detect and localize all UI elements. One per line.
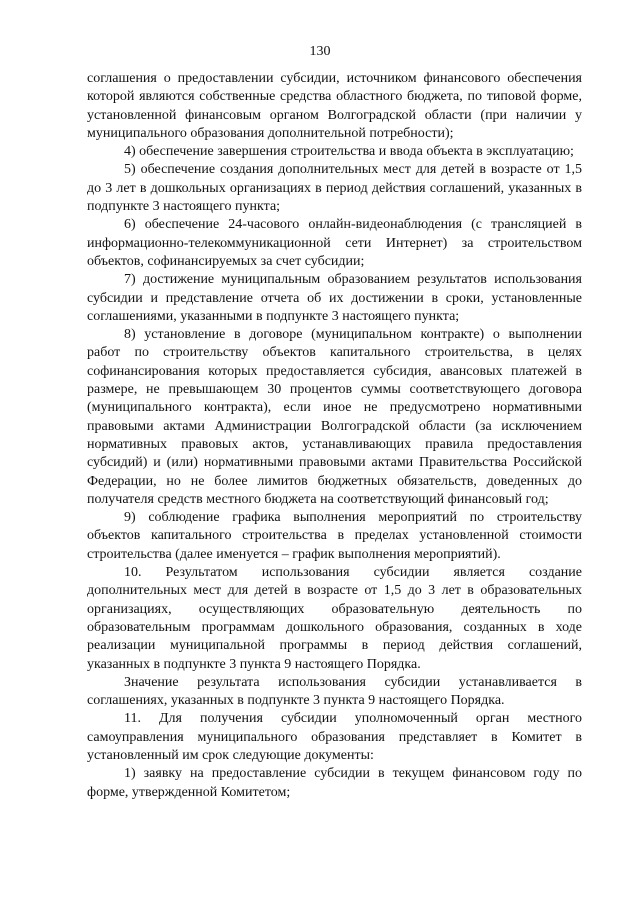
paragraph: 1) заявку на предоставление субсидии в текущем финансовом году по форме, утвержденной Комитетом; — [87, 766, 582, 800]
paragraph: 9) соблюдение графика выполнения мероприятий по строительству объектов капитального строительства в пределах установленной стоимости строительства (далее именуется – график выполнения мероприятий). — [87, 510, 582, 562]
paragraph: 10. Результатом использования субсидии является создание дополнительных мест для детей в возрасте от 1,5 до 3 лет в образовательных организациях, осуществляющих образовательную деятельность по образовательным программам дошкольного образования, созданных в ходе реализации муниципальной программы в период действия соглашений, указанных в подпункте 3 пункта 9 настоящего Порядка. — [87, 565, 582, 672]
paragraph: Значение результата использования субсидии устанавливается в соглашениях, указанных в подпункте 3 пункта 9 настоящего Порядка. — [87, 674, 582, 709]
page-number: 130 — [309, 44, 331, 59]
document-body — [87, 70, 582, 802]
paragraph: 4) обеспечение завершения строительства и ввода объекта в эксплуатацию; — [124, 144, 574, 160]
paragraph: 5) обеспечение создания дополнительных мест для детей в возрасте от 1,5 до 3 лет в дошкольных организациях в период действия соглашений, указанных в подпункте 3 настоящего пункта; — [87, 162, 582, 215]
paragraph: 11. Для получения субсидии уполномоченный орган местного самоуправления муниципального образования представляет в Комитет в установленный им срок следующие документы: — [87, 711, 582, 763]
paragraph: 7) достижение муниципальным образованием результатов использования субсидии и представление отчета об их достижении в сроки, установленные соглашениями, указанными в подпункте 3 настоящего пункта; — [87, 272, 582, 324]
paragraph: 6) обеспечение 24-часового онлайн-видеонаблюдения (с трансляцией в информационно-телекоммуникационной сети Интернет) за строительством объектов, софинансируемых за счет субсидии; — [87, 217, 582, 269]
paragraph: соглашения о предоставлении субсидии, источником финансового обеспечения которой являются собственные средства областного бюджета, по типовой форме, установленной финансовым органом Волгоградской области (при наличии у муниципального образования дополнительной потребности); — [87, 71, 582, 141]
paragraph: 8) установление в договоре (муниципальном контракте) о выполнении работ по строительству объектов капитального строительства, в целях софинансирования которых предоставляется субсидия, авансовых платежей в размере, не превышающем 30 процентов суммы соответствующего договора (муниципального контракта), если иное не предусмотрено нормативными правовыми актами Администрации Волгоградской области (за исключением нормативных правовых актов, устанавливающих правила предоставления субсидий) и (или) нормативными правовыми актами Правительства Российской Федерации, но не более лимитов бюджетных обязательств, доведенных до получателя средств местного бюджета на соответствующий финансовый год; — [87, 327, 582, 507]
